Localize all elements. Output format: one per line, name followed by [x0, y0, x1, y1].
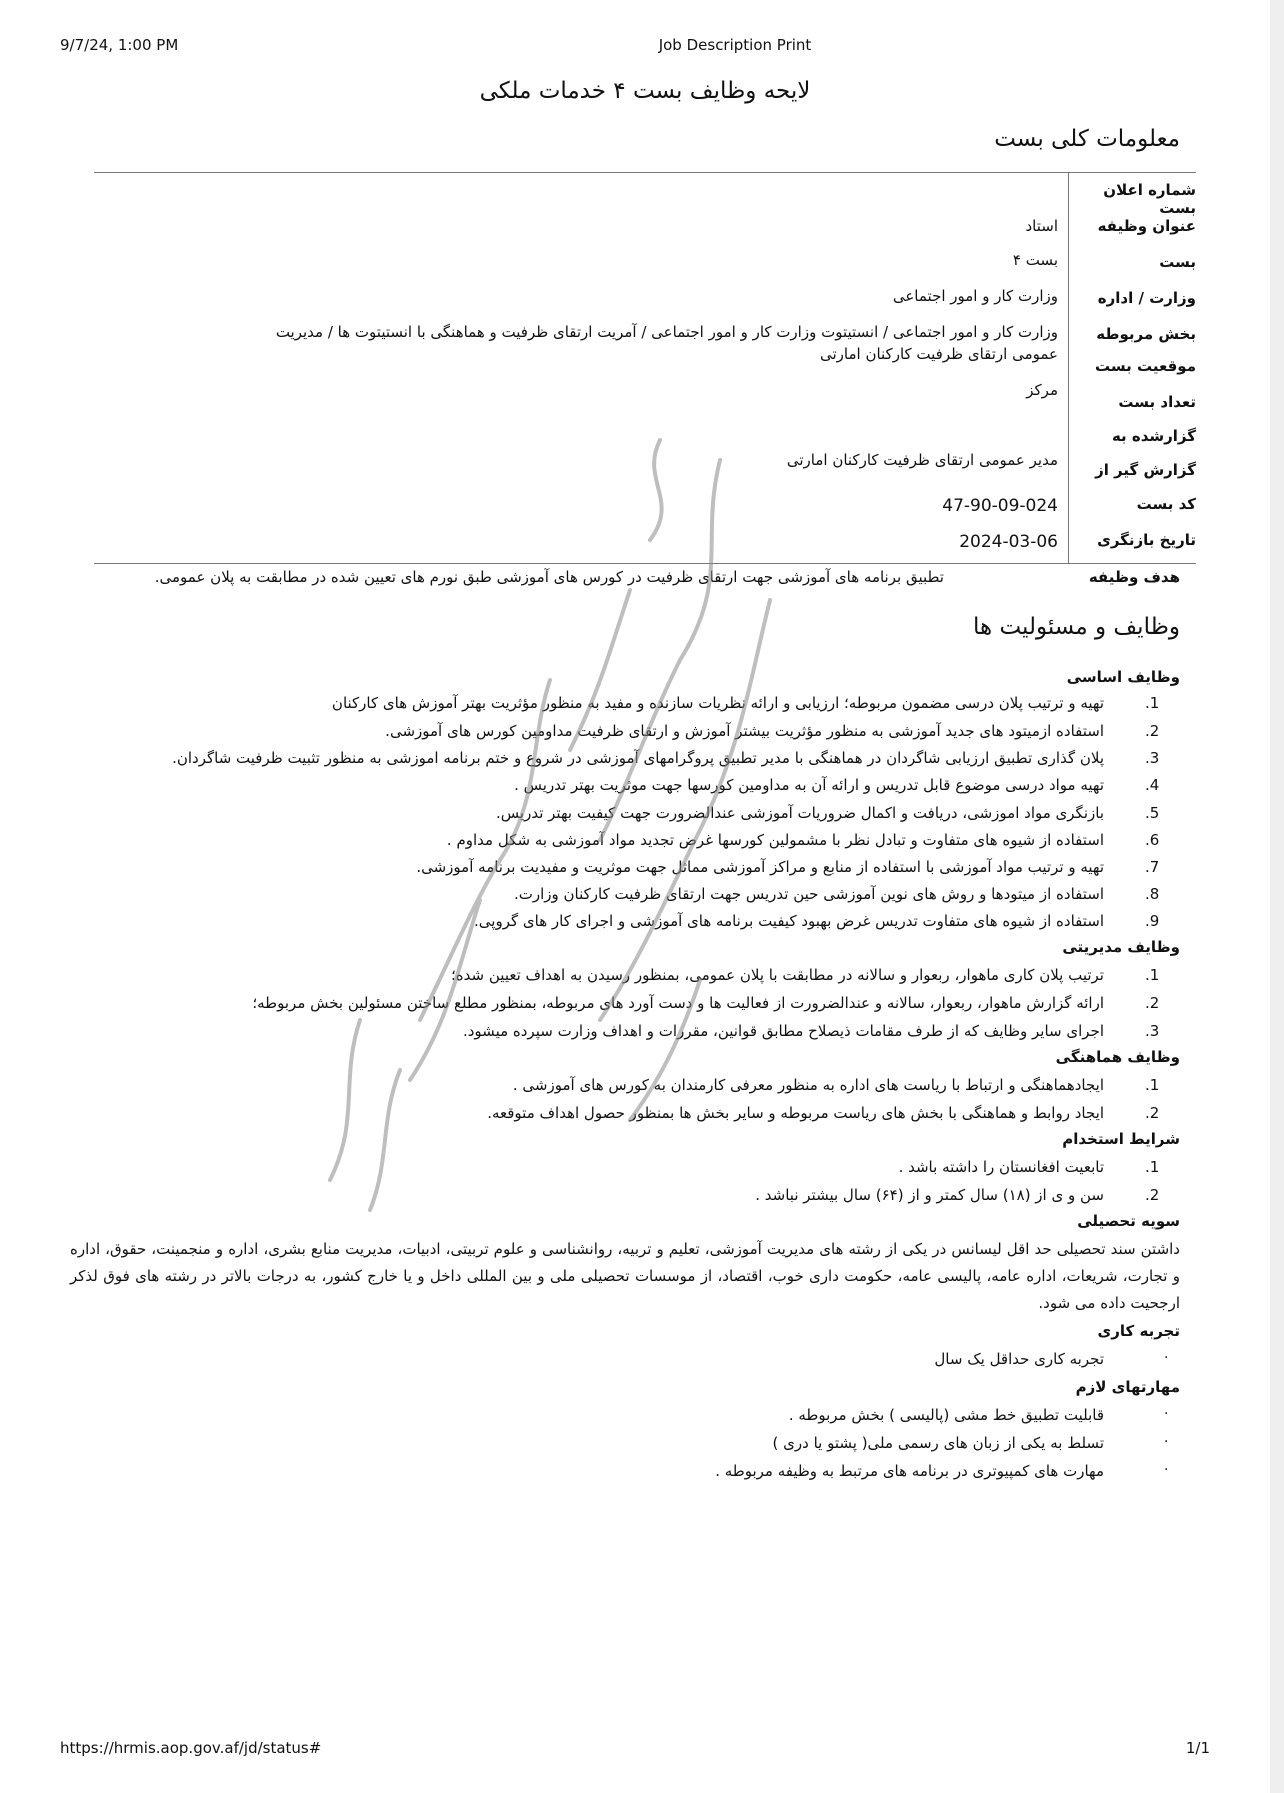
- value-reports-from: مدیر عمومی ارتقای ظرفیت کارکنان امارتی: [786, 451, 1058, 469]
- list-number: .2: [1145, 1104, 1160, 1122]
- list-number: .1: [1145, 1076, 1160, 1094]
- value-ministry: وزارت کار و امور اجتماعی: [892, 287, 1058, 305]
- management-duties-title: وظایف مدیریتی: [1062, 938, 1180, 956]
- label-department: بخش مربوطه: [1096, 325, 1196, 343]
- label-code: کد بست: [1136, 495, 1196, 513]
- list-item: استفاده از شیوه های متفاوت تدریس غرض بهبود کیفیت برنامه های آموزشی و اجرای کار های گروپی.: [474, 912, 1104, 930]
- experience-title: تجربه کاری: [1097, 1322, 1180, 1340]
- bullet: ·: [1164, 1350, 1169, 1366]
- value-job-title: استاد: [1025, 217, 1058, 235]
- page-number: 1/1: [1185, 1739, 1210, 1757]
- list-item: تهیه و ترتیب پلان درسی مضمون مربوطه؛ ارزیابی و ارائه نظریات سازنده و مفید به منظور مؤثریت بهتر آموزش های کارکنان: [331, 694, 1104, 712]
- list-item: تسلط به یکی از زبان های رسمی ملی( پشتو یا دری ): [772, 1434, 1104, 1452]
- list-number: .2: [1145, 722, 1160, 740]
- list-number: .2: [1145, 1186, 1160, 1204]
- list-item: بازنگری مواد اموزشی، دریافت و اکمال ضروریات آموزشی عندالضرورت جهت کیفیت بهتر تدریس.: [496, 804, 1104, 822]
- label-reports-to: گزارشده به: [1111, 427, 1196, 445]
- list-item: قابلیت تطبیق خط مشی (پالیسی ) بخش مربوطه .: [788, 1406, 1104, 1424]
- label-count: تعداد بست: [1118, 393, 1196, 411]
- label-location: موقعیت بست: [1095, 357, 1196, 375]
- education-title: سویه تحصیلی: [1077, 1212, 1180, 1230]
- label-ministry: وزارت / اداره: [1097, 289, 1196, 307]
- value-grade: بست ۴: [1012, 251, 1058, 269]
- list-number: .3: [1145, 749, 1160, 767]
- coordination-duties-title: وظایف هماهنگی: [1055, 1048, 1180, 1066]
- list-item: استفاده ازمیتود های جدید آموزشی به منظور مؤثریت بیشتر آموزش و ارتقای ظرفیت مداومین کورس های آموزشی.: [385, 722, 1104, 740]
- label-reports-from: گزارش گیر از: [1095, 461, 1196, 479]
- list-number: .6: [1145, 831, 1160, 849]
- label-review-date: تاریخ بازنگری: [1097, 531, 1196, 549]
- list-item: ارائه گزارش ماهوار، ربعوار، سالانه و عندالضرورت از فعالیت ها و دست آورد های مربوطه، بمنظور مطلع ساختن مسئولین بخش مربوطه؛: [252, 994, 1104, 1012]
- list-item: تابعیت افغانستان را داشته باشد .: [898, 1158, 1104, 1176]
- list-number: .9: [1145, 912, 1160, 930]
- list-item: استفاده از شیوه های متفاوت و تبادل نظر با مشمولین کورسها غرض تجدید مواد آموزشی به شکل مداوم .: [446, 831, 1104, 849]
- list-item: تهیه و ترتیب مواد آموزشی با استفاده از منابع و مراکز آموزشی مماثل جهت موثریت و مفیدیت برنامه آموزشی.: [416, 858, 1104, 876]
- print-date: 9/7/24, 1:00 PM: [60, 36, 179, 54]
- list-item: مهارت های کمپیوتری در برنامه های مرتبط به وظیفه مربوطه .: [715, 1462, 1104, 1480]
- list-item: تهیه مواد درسی موضوع قابل تدریس و ارائه آن به مداومین کورسها جهت موثریت بهتر تدریس .: [514, 776, 1104, 794]
- list-number: .5: [1145, 804, 1160, 822]
- list-number: .3: [1145, 1022, 1160, 1040]
- education-text: داشتن سند تحصیلی حد اقل لیسانس در یکی از رشته های مدیریت آموزشی، تعلیم و تربیه، روانشناسی و علوم تربیتی، ادبیات، مدیریت منابع بشری، اداره و منجمینت، حقوق، اداره و تجارت، شریعات، اداره عامه، پالیسی عامه، حکومت داری خوب، اقتصاد، از موسسات تحصیلی ملی و بین المللی داخل و یا خارج کشور، به درجات بالاتر در رشته های فوق لذکر ارجحیت داده می شود.: [70, 1240, 1180, 1312]
- employment-conditions-title: شرایط استخدام: [1062, 1130, 1180, 1148]
- table-bottom-line: [94, 563, 1196, 564]
- label-announcement-no: شماره اعلان بست: [1103, 181, 1196, 217]
- table-divider: [1068, 173, 1069, 563]
- bullet: ·: [1164, 1434, 1169, 1450]
- label-grade: بست: [1159, 253, 1196, 271]
- page-edge: [1270, 0, 1284, 1793]
- list-number: .1: [1145, 966, 1160, 984]
- list-item: اجرای سایر وظایف که از طرف مقامات ذیصلاح مطابق قوانین، مقررات و اهداف وزارت سپرده میشود.: [462, 1022, 1104, 1040]
- list-number: .8: [1145, 885, 1160, 903]
- list-item: ترتیب پلان کاری ماهوار، ربعوار و سالانه در مطابقت با پلان عمومی، بمنظور رسیدن به اهداف تعیین شده؛: [451, 966, 1104, 984]
- bullet: ·: [1164, 1462, 1169, 1478]
- list-item: تجربه کاری حداقل یک سال: [934, 1350, 1104, 1368]
- value-review-date: 2024-03-06: [959, 532, 1058, 552]
- footer-url: https://hrmis.aop.gov.af/jd/status#: [60, 1739, 322, 1757]
- list-number: .1: [1145, 694, 1160, 712]
- list-item: ایجاد روابط و هماهنگی با بخش های ریاست مربوطه و سایر بخش ها بمنظور حصول اهداف متوقعه.: [487, 1104, 1104, 1122]
- print-title: Job Description Print: [658, 36, 812, 54]
- document-title: لایحه وظایف بست ۴ خدمات ملکی: [479, 78, 811, 104]
- list-number: .4: [1145, 776, 1160, 794]
- list-number: .1: [1145, 1158, 1160, 1176]
- label-purpose: هدف وظیفه: [1088, 568, 1180, 586]
- list-item: ایجادهماهنگی و ارتباط با ریاست های اداره به منظور معرفی کارمندان به کورس های آموزشی .: [512, 1076, 1104, 1094]
- list-item: استفاده از میتودها و روش های نوین آموزشی حین تدریس جهت ارتقای ظرفیت کارکنان وزارت.: [513, 885, 1104, 903]
- value-location: مرکز: [1026, 381, 1058, 399]
- general-info-title: معلومات کلی بست: [994, 126, 1180, 152]
- value-purpose: تطبیق برنامه های آموزشی جهت ارتقای ظرفیت در کورس های آموزشی طبق نورم های تعیین شده در مطابقت به پلان عمومی.: [154, 568, 944, 586]
- value-department: وزارت کار و امور اجتماعی / انستیتوت وزارت کار و امور اجتماعی / آمریت ارتقای ظرفیت و هماهنگی با انستیتوت ها / مدیریت عمومی ارتقای ظرفیت کارکنان امارتی: [275, 323, 1058, 363]
- duties-title: وظایف و مسئولیت ها: [973, 614, 1180, 640]
- bullet: ·: [1164, 1406, 1169, 1422]
- skills-title: مهارتهای لازم: [1075, 1378, 1180, 1396]
- label-job-title: عنوان وظیفه: [1097, 217, 1196, 235]
- list-number: .2: [1145, 994, 1160, 1012]
- value-code: 47-90-09-024: [942, 496, 1058, 516]
- general-info-table: [94, 172, 1196, 563]
- list-item: سن و ی از (۱۸) سال کمتر و از (۶۴) سال بیشتر نباشد .: [755, 1186, 1104, 1204]
- basic-duties-title: وظایف اساسی: [1066, 668, 1180, 686]
- list-number: .7: [1145, 858, 1160, 876]
- list-item: پلان گذاری تطبیق ارزیابی شاگردان در هماهنگی با مدیر تطبیق پروگرامهای آموزشی در شروع و ختم برنامه اموزشی به منظور تثبیت ظرفیت شاگردان.: [172, 749, 1104, 767]
